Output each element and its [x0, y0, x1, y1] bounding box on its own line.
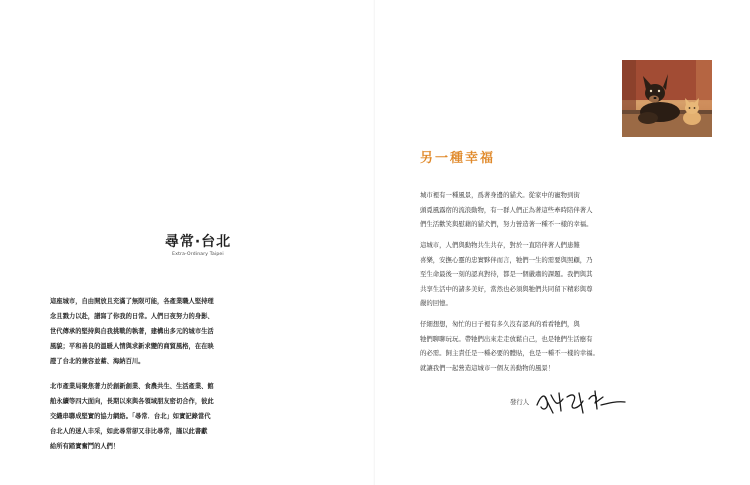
text-line: 證了台北的兼容並蓄、海納百川。: [50, 358, 145, 365]
text-line: 這座城市，自由開放且充滿了無限可能，各產業職人堅持理: [50, 298, 214, 305]
text-line: 念且戮力以赴，譜寫了你我的日常。人們日夜努力的身影、: [50, 313, 214, 320]
text-line: 嚴的回憶。: [420, 299, 452, 307]
text-line: 舶永續等四大面向，長期以來與各領域朋友密切合作，彼此: [50, 398, 214, 405]
text-line: 至生命最後一刻的認真對待，都是一個嚴肅的課題。我們與其: [420, 270, 593, 278]
text-line: 們生活歡笑與慰藉的貓犬們，努力營造著一種不一樣的幸福。: [420, 220, 593, 228]
dog-and-cat-photo: [622, 60, 712, 137]
text-line: 的必需。飼主責任是一種必要的體貼，也是一種不一樣的幸福。: [420, 349, 599, 357]
right-paragraph-1: [420, 188, 625, 232]
publisher-label: 發行人: [510, 398, 530, 406]
text-line: 北市產業局聚焦著力於創新創業、食農共生、生活產業、館: [50, 383, 214, 390]
right-paragraph-2: [420, 238, 625, 311]
text-line: 頭覓風露宿的流浪動物，有一群人們正為著這些牽時陪伴著人: [420, 205, 593, 214]
text-line: 牠們聊聊玩玩。帶牠們出來走走放鬆自己，也是牠們生活應有: [420, 334, 593, 343]
article-heading: 另一種幸福: [420, 151, 496, 166]
logo: [158, 231, 238, 257]
text-line: 給所有踏實奮鬥的人們！: [50, 443, 120, 450]
left-paragraph-2: [50, 379, 242, 454]
logo-subtitle: Extra-Ordinary Taipei: [172, 252, 224, 257]
logo-mark: 尋常·台北: [164, 234, 232, 250]
text-line: 就讓我們一起營造這城市一個友善動物的風景！: [420, 363, 555, 372]
text-line: 共享生活中的諸多美好，當然也必須與牠們共同留下精彩與尊: [420, 284, 593, 293]
text-line: 喜樂，安撫心靈的忠實夥伴而言，牠們一生的需要與照顧，乃: [420, 255, 593, 264]
text-line: 風貌；平和善良的溫暖人情與求新求變的商貿風格，在在映: [50, 343, 214, 350]
text-line: 這城市，人們與動物共生共存，對於一直陪伴著人們患難: [420, 241, 580, 249]
publisher-signature: [533, 383, 628, 417]
text-line: 城市裡有一種風景，爲著身邊的貓犬。從家中的寵物到街: [420, 191, 580, 199]
text-line: 世代傳承的堅持與自我挑戰的執著，建構出多元的城市生活: [50, 328, 214, 335]
text-line: 仔細想想，匆忙的日子裡有多久沒有認真的看看牠們，與: [420, 320, 580, 328]
photo-illustration: [622, 60, 712, 137]
right-paragraph-3: [420, 317, 625, 375]
left-paragraph-1: [50, 294, 242, 369]
text-line: 台北人的迷人丰采，如此尋常卻又非比尋常，謹以此書獻: [50, 428, 208, 435]
text-line: 交織串聯成堅實的協力網絡。「尋常．台北」如實記錄當代: [50, 413, 211, 420]
